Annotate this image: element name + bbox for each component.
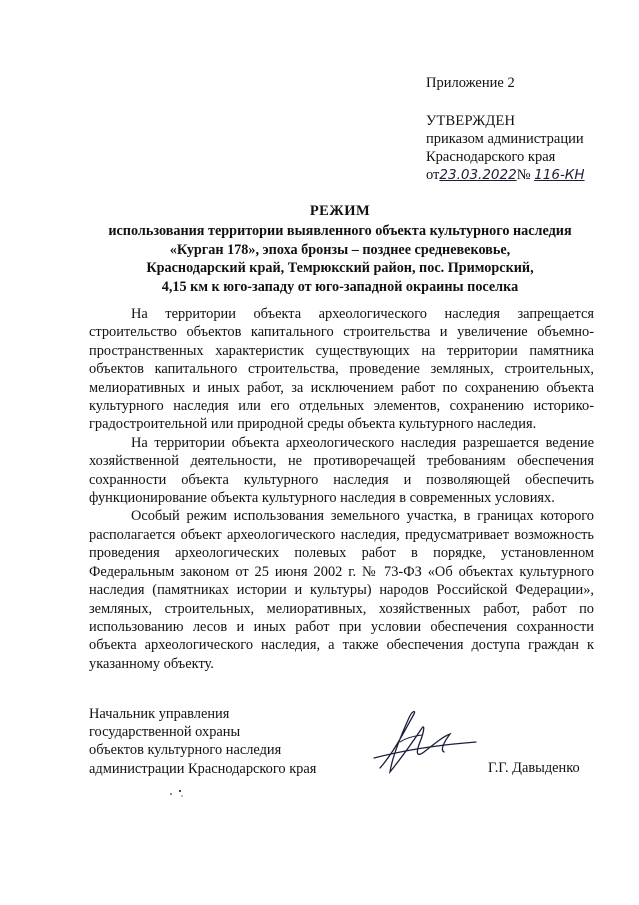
date-prefix: от — [426, 167, 440, 183]
position-line: объектов культурного наследия — [89, 742, 282, 759]
order-line-2: Краснодарского края — [426, 149, 556, 165]
body-paragraph: На территории объекта археологического наследия запрещается строительство объектов капитального строительства и увеличение объемно-пространственных характеристик существующих на территории памятника объектов капитального строительства, проведение земляных, строительных, мелиоративных и иных работ, за исключением работ по сохранению объекта культурного наследия или его отдельных элементов, сохранению историко-градостроительной или природной среды объекта культурного наследия. — [89, 306, 594, 433]
position-line: государственной охраны — [89, 724, 241, 741]
body-paragraph: На территории объекта археологического наследия разрешается ведение хозяйственной деятельности, не противоречащей требованиям обеспечения сохранности объекта культурного наследия и позволяющей обеспечить функционирование объекта культурного наследия в современных условиях. — [89, 434, 594, 507]
number-sign: № — [516, 167, 531, 183]
order-date: 23.03.2022 — [439, 167, 517, 183]
subtitle-line: «Курган 178», эпоха бронзы – позднее средневековье, — [169, 241, 511, 258]
document-body — [89, 305, 594, 673]
subtitle-line: 4,15 км к юго-западу от юго-западной окраины поселка — [161, 278, 519, 295]
scan-specks — [168, 788, 192, 798]
handwritten-signature — [370, 702, 480, 782]
position-line: администрации Краснодарского края — [89, 760, 317, 777]
position-line: Начальник управления — [89, 706, 230, 722]
order-date-number-line — [426, 166, 585, 184]
order-number: 116-КН — [534, 167, 585, 183]
order-line-1: приказом администрации — [426, 131, 584, 147]
subtitle-line: использования территории выявленного объекта культурного наследия — [108, 223, 572, 239]
body-paragraph: Особый режим использования земельного участка, в границах которого располагается объект археологического наследия, предусматривает возможность проведения археологических полевых работ в порядке, установленном Федеральным законом от 25 июня 2002 г. № 73-ФЗ «Об объектах культурного наследия (памятниках истории и культуры) народов Российской Федерации», земляных, строительных, мелиоративных, хозяйственных работ, работ по использованию лесов и иных работ при условии обеспечения сохранности объекта археологического наследия, а также обеспечения доступа граждан к указанному объекту. — [89, 508, 594, 672]
document-subtitle — [70, 222, 610, 296]
signatory-name: Г.Г. Давыденко — [488, 760, 580, 776]
approval-block — [426, 112, 585, 184]
signatory-position — [89, 705, 316, 778]
subtitle-line: Краснодарский край, Темрюкский район, пос. Приморский, — [146, 260, 534, 277]
document-title: РЕЖИМ — [309, 203, 371, 219]
appendix-label: Приложение 2 — [426, 75, 515, 91]
approved-label: УТВЕРЖДЕН — [426, 113, 516, 129]
